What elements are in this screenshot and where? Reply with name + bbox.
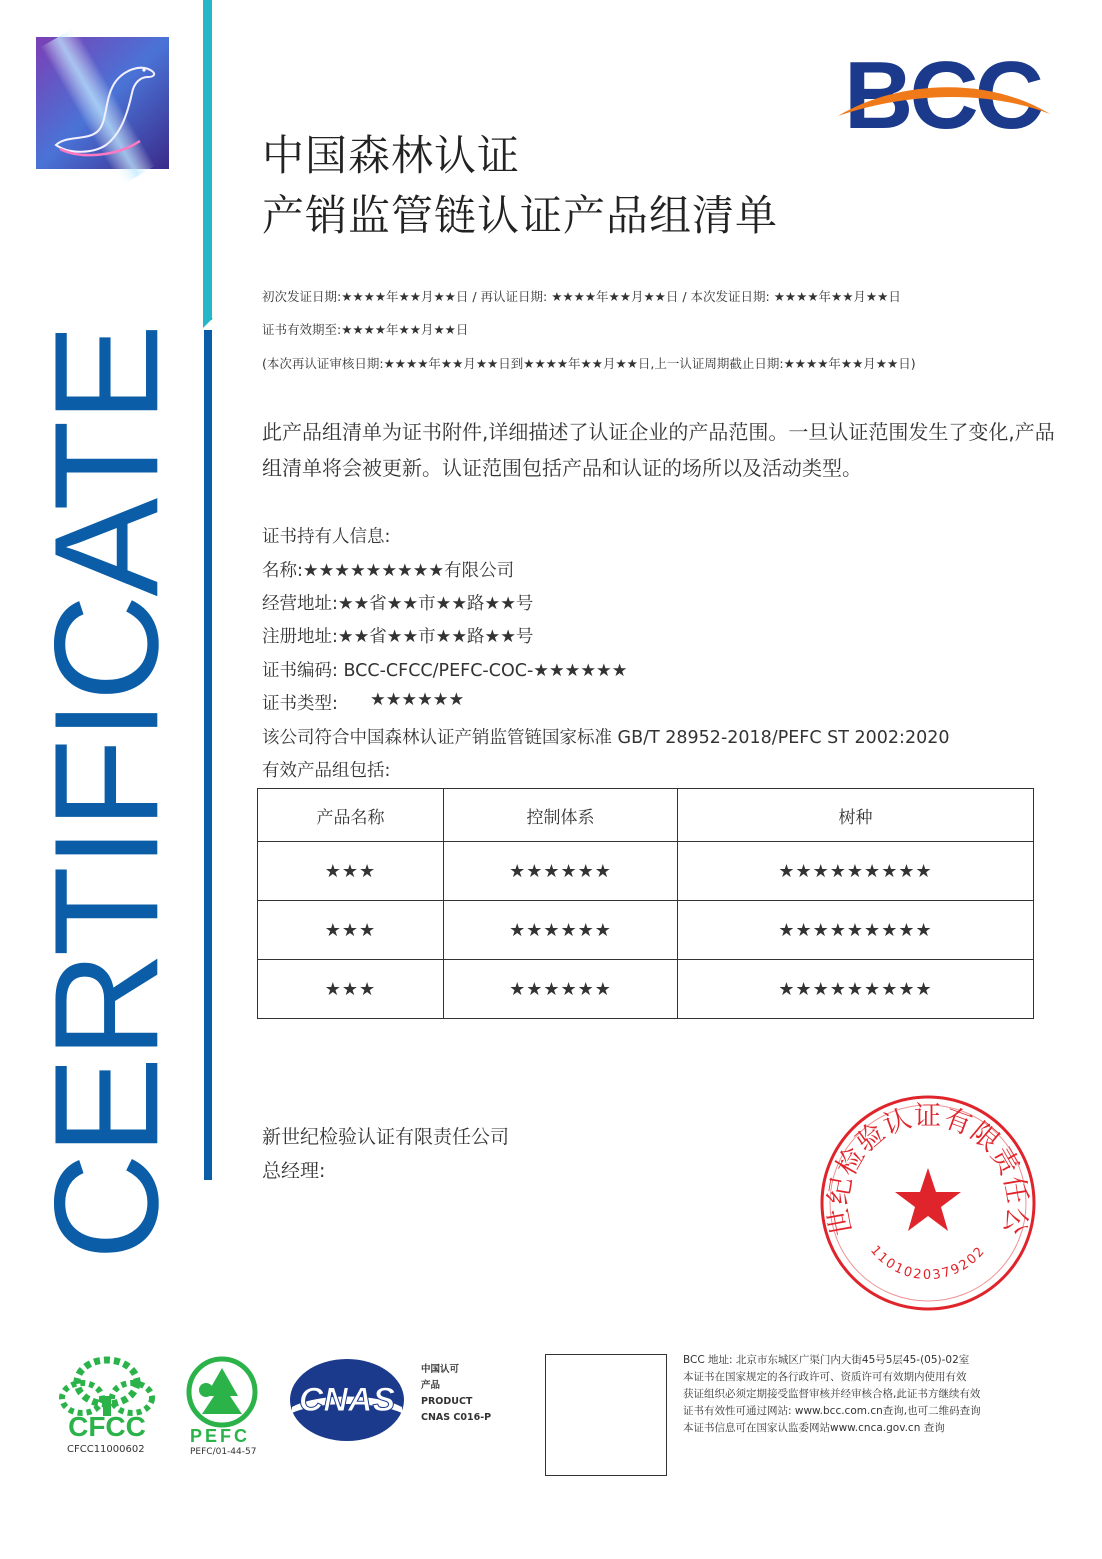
table-header-row (258, 789, 1034, 842)
bcc-logo (838, 42, 1050, 149)
company-seal-stamp (817, 1092, 1039, 1314)
registered-address: 注册地址:★★省★★市★★路★★号 (262, 627, 534, 647)
cnas-logo (288, 1357, 406, 1443)
address-line: 本证书在国家规定的各行政许可、资质许可有效期内使用有效 (683, 1371, 967, 1383)
bcc-logo-text: BCC (844, 42, 1040, 149)
table-cell: ★★★★★★★★★ (678, 960, 1034, 1019)
address-line: 本证书信息可在国家认监委网站www.cnca.gov.cn 查询 (683, 1422, 945, 1434)
svg-text:1101020379202: 1101020379202 (867, 1243, 989, 1284)
vertical-line-notch (203, 318, 213, 328)
table-cell: ★★★★★★ (444, 960, 678, 1019)
svg-text:新世纪检验认证有限责任公司: 世纪检验认证有限责任公 (823, 1101, 1033, 1238)
address-notes (683, 1352, 981, 1437)
certificate-vertical-word: CERTIFICATE (24, 325, 189, 1260)
description-paragraph: 此产品组清单为证书附件,详细描述了认证企业的产品范围。一旦认证范围发生了变化,产品组清单将会被更新。认证范围包括产品和认证的场所以及活动类型。 (262, 420, 1055, 480)
vertical-brand-line (204, 330, 212, 1180)
pefc-logo-text: PEFC (189, 1426, 251, 1446)
otter-image (36, 37, 169, 169)
holder-name: 名称:★★★★★★★★★有限公司 (262, 561, 515, 581)
table-cell: ★★★★★★★★★ (678, 842, 1034, 901)
holder-heading: 证书持有人信息: (262, 527, 391, 547)
qr-code-box (545, 1354, 667, 1476)
table-row (258, 960, 1034, 1019)
vertical-accent-line (203, 0, 212, 320)
cert-type-label: 证书类型: (262, 694, 338, 714)
cfcc-code: CFCC11000602 (67, 1444, 145, 1455)
business-address: 经营地址:★★省★★市★★路★★号 (262, 594, 534, 614)
table-cell: ★★★ (258, 842, 444, 901)
cnas-line: PRODUCT (421, 1396, 473, 1407)
table-cell: ★★★ (258, 960, 444, 1019)
cfcc-logo-text: CFCC (68, 1411, 146, 1442)
pefc-logo (180, 1356, 265, 1458)
title-line-2: 产销监管链认证产品组清单 (262, 191, 779, 240)
table-cell: ★★★★★★ (444, 842, 678, 901)
table-row (258, 901, 1034, 960)
pefc-code: PEFC/01-44-57 (190, 1447, 257, 1457)
address-line: BCC 地址: 北京市东城区广渠门内大街45号5层45-(05)-02室 (683, 1354, 970, 1366)
address-line: 获证组织必须定期接受监督审核并经审核合格,此证书方继续有效 (683, 1388, 981, 1400)
title-line-1: 中国森林认证 (262, 131, 521, 180)
audit-dates: (本次再认证审核日期:★★★★年★★月★★日到★★★★年★★月★★日,上一认证周期截止日期:★★★★年★★月★★日) (262, 356, 916, 371)
cnas-line: 中国认可 (421, 1364, 460, 1375)
table-cell: ★★★★★★ (444, 901, 678, 960)
column-header-control-system: 控制体系 (444, 789, 678, 842)
table-cell: ★★★★★★★★★ (678, 901, 1034, 960)
cert-code: 证书编码: BCC-CFCC/PEFC-COC-★★★★★★ (262, 661, 628, 681)
issuer-company: 新世纪检验认证有限责任公司 (262, 1126, 510, 1148)
compliance-statement: 该公司符合中国森林认证产销监管链国家标准 GB/T 28952-2018/PEFC ST 2002:2020 (262, 728, 950, 748)
general-manager-label: 总经理: (262, 1160, 326, 1182)
column-header-product-name: 产品名称 (258, 789, 444, 842)
cert-type-value: ★★★★★★ (370, 690, 465, 710)
table-row (258, 842, 1034, 901)
product-groups-heading: 有效产品组包括: (262, 761, 391, 781)
cnas-info (421, 1362, 491, 1426)
cnas-line: CNAS C016-P (421, 1412, 492, 1423)
column-header-species: 树种 (678, 789, 1034, 842)
cnas-logo-text: CNAS (298, 1381, 396, 1419)
issue-dates: 初次发证日期:★★★★年★★月★★日 / 再认证日期: ★★★★年★★月★★日 / 本次发证日期: ★★★★年★★月★★日 (262, 289, 901, 304)
address-line: 证书有效性可通过网站: www.bcc.com.cn查询,也可二维码查询 (683, 1405, 981, 1417)
valid-until: 证书有效期至:★★★★年★★月★★日 (262, 322, 469, 337)
cfcc-logo (52, 1356, 162, 1461)
product-groups-table (257, 788, 1034, 1019)
table-cell: ★★★ (258, 901, 444, 960)
cnas-line: 产品 (421, 1380, 441, 1391)
